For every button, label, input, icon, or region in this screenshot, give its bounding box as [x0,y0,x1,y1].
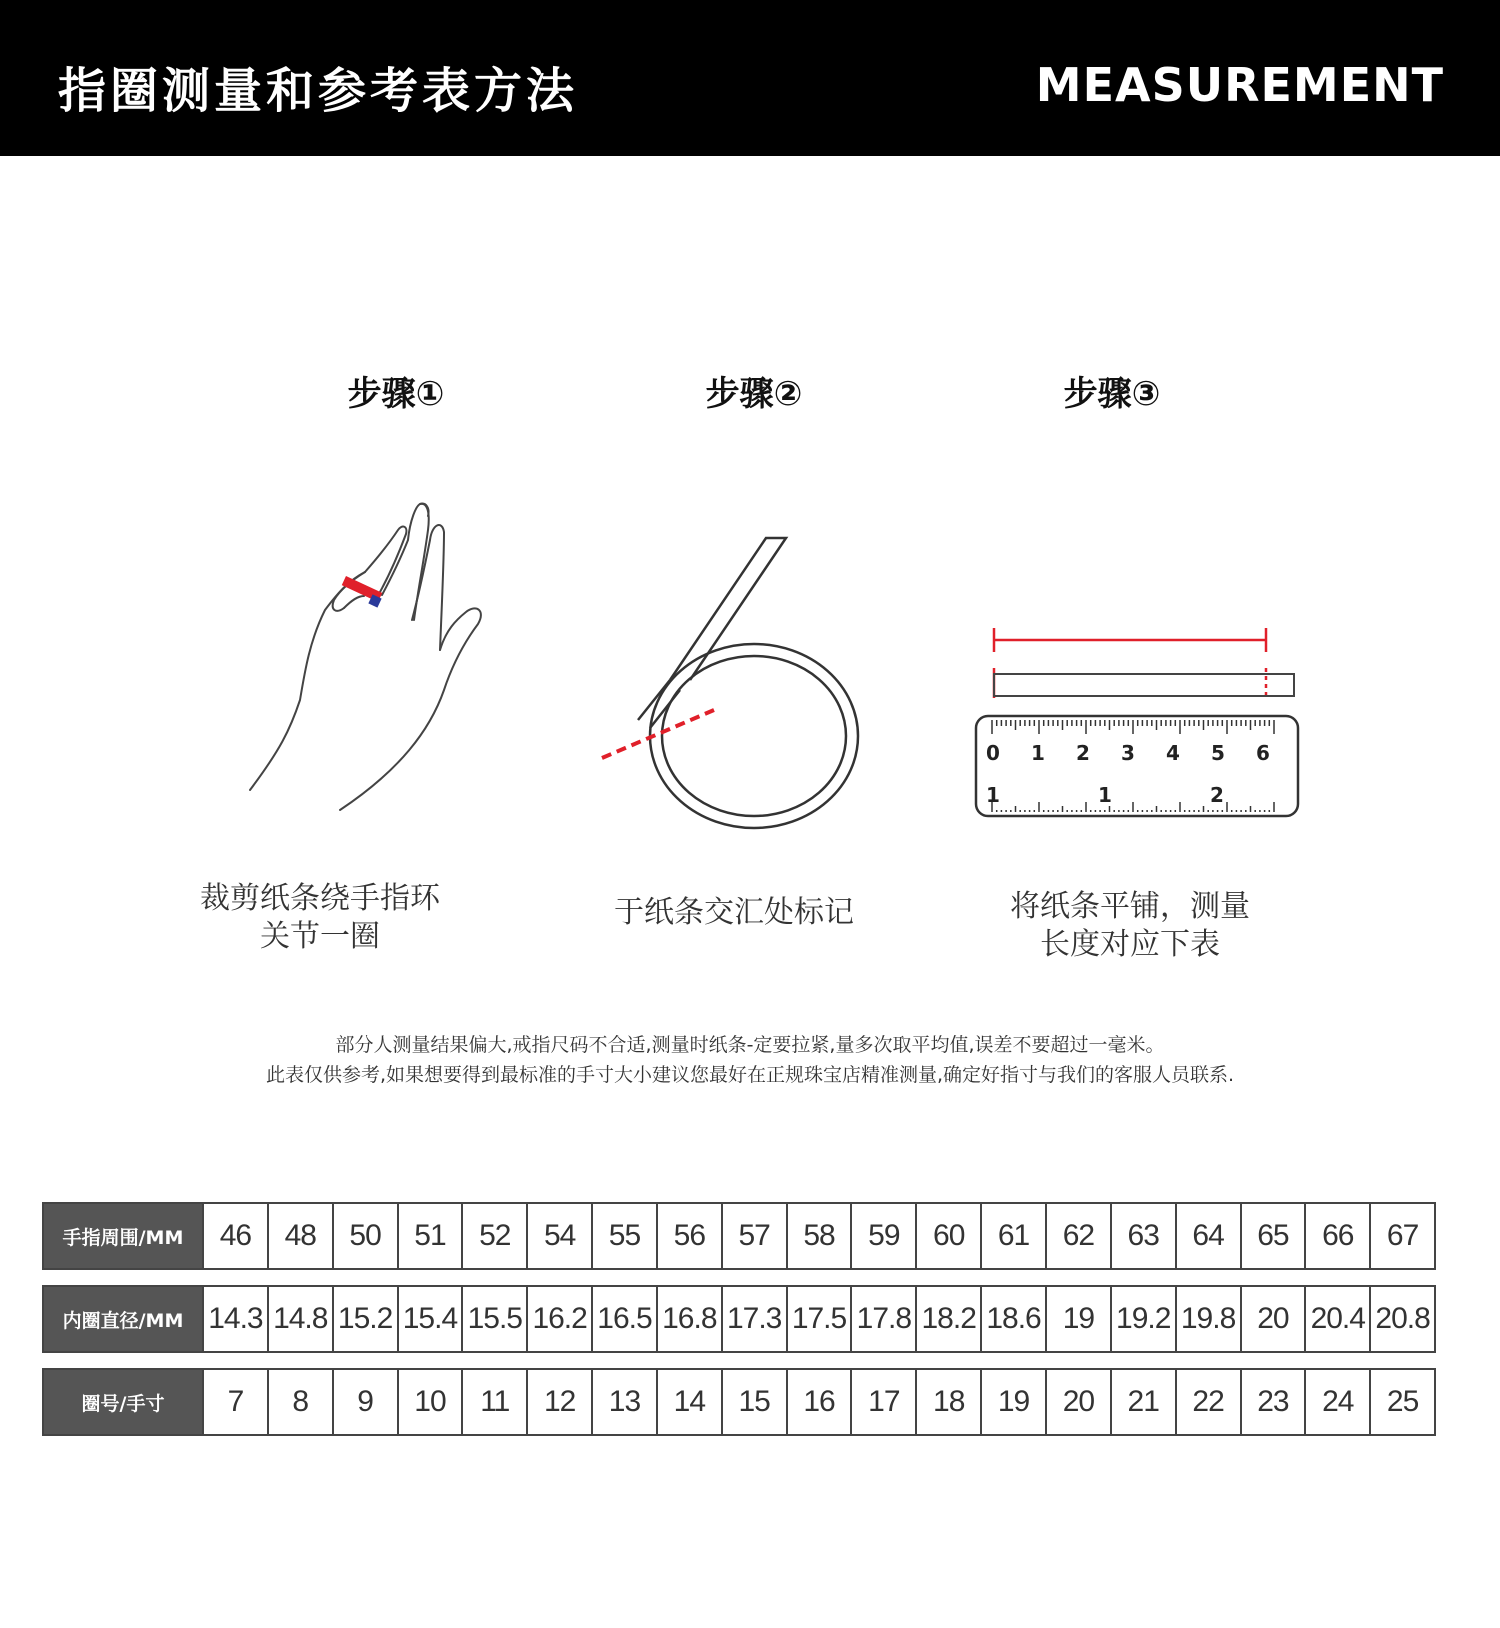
step-3-caption [950,888,1310,964]
step-1-caption [140,880,500,956]
table-cell: 12 [526,1370,591,1434]
page-subtitle: MEASUREMENT [1035,58,1444,112]
ruler-inch-label: 2 [1210,783,1224,807]
step-2-title: 步骤② [705,374,803,414]
step-2-caption-line-1: 于纸条交汇处标记 [614,895,854,930]
note-line-2: 此表仅供参考,如果想要得到最标准的手寸大小建议您最好在正规珠宝店精准测量,确定好指寸与我们的客服人员联系. [265,1064,1235,1086]
loop-mark-illustration [590,530,880,840]
table-cell: 19 [980,1370,1045,1434]
table-cell: 51 [397,1204,462,1268]
row-label: 手指周围/MM [44,1204,202,1268]
ruler-mm-label: 2 [1076,741,1090,765]
table-cell: 67 [1369,1204,1434,1268]
table-cell: 59 [850,1204,915,1268]
ruler-mm-label: 0 [986,741,1000,765]
step-3-caption-line-1: 将纸条平铺，测量 [1010,889,1250,924]
step-1-caption-line-2: 关节一圈 [260,919,380,954]
table-cell: 17.8 [850,1287,915,1351]
ruler-mm-label: 5 [1211,741,1225,765]
size-row-size-number [42,1368,1436,1436]
table-cell: 66 [1304,1204,1369,1268]
table-cell: 17 [850,1370,915,1434]
table-cell: 18 [915,1370,980,1434]
ruler-inch-label: 1 [1098,783,1112,807]
ruler-mm-label: 1 [1031,741,1045,765]
row-label: 圈号/手寸 [44,1370,202,1434]
table-cell: 63 [1110,1204,1175,1268]
table-cell: 15 [721,1370,786,1434]
step-1-title: 步骤① [347,374,445,414]
table-cell: 7 [202,1370,267,1434]
table-cell: 56 [656,1204,721,1268]
table-cell: 11 [461,1370,526,1434]
page-title: 指圈测量和参考表方法 [58,63,579,119]
table-cell: 20.8 [1369,1287,1434,1351]
table-cell: 20 [1240,1287,1305,1351]
ruler-illustration [972,620,1302,840]
table-cell: 14 [656,1370,721,1434]
table-cell: 19.8 [1175,1287,1240,1351]
table-cell: 18.2 [915,1287,980,1351]
step-2-caption [554,894,914,932]
table-cell: 52 [461,1204,526,1268]
table-cell: 22 [1175,1370,1240,1434]
table-cell: 55 [591,1204,656,1268]
size-row-circumference [42,1202,1436,1270]
table-cell: 20.4 [1304,1287,1369,1351]
table-cell: 17.3 [721,1287,786,1351]
table-cell: 15.4 [397,1287,462,1351]
note-line-1: 部分人测量结果偏大,戒指尺码不合适,测量时纸条-定要拉紧,量多次取平均值,误差不要超过一毫米。 [335,1034,1165,1056]
row-label: 内圈直径/MM [44,1287,202,1351]
table-cell: 25 [1369,1370,1434,1434]
hand-wrap-illustration [230,500,490,840]
table-cell: 15.2 [332,1287,397,1351]
table-cell: 50 [332,1204,397,1268]
table-cell: 9 [332,1370,397,1434]
step-3-title: 步骤③ [1063,374,1161,414]
ruler-mm-label: 6 [1256,741,1270,765]
table-cell: 16 [786,1370,851,1434]
size-row-diameter [42,1285,1436,1353]
table-cell: 64 [1175,1204,1240,1268]
ruler-mm-label: 4 [1166,741,1180,765]
table-cell: 57 [721,1204,786,1268]
table-cell: 58 [786,1204,851,1268]
table-cell: 14.3 [202,1287,267,1351]
table-cell: 61 [980,1204,1045,1268]
step-3-caption-line-2: 长度对应下表 [1040,927,1220,962]
table-cell: 18.6 [980,1287,1045,1351]
table-cell: 23 [1240,1370,1305,1434]
table-cell: 8 [267,1370,332,1434]
table-cell: 13 [591,1370,656,1434]
table-cell: 54 [526,1204,591,1268]
table-cell: 17.5 [786,1287,851,1351]
header-bar [0,0,1500,156]
table-cell: 60 [915,1204,980,1268]
table-cell: 14.8 [267,1287,332,1351]
table-cell: 16.2 [526,1287,591,1351]
table-cell: 20 [1045,1370,1110,1434]
ruler-inch-label: 1 [986,783,1000,807]
table-cell: 46 [202,1204,267,1268]
table-cell: 15.5 [461,1287,526,1351]
table-cell: 21 [1110,1370,1175,1434]
step-1-caption-line-1: 裁剪纸条绕手指环 [200,881,440,916]
table-cell: 65 [1240,1204,1305,1268]
ruler-mm-label: 3 [1121,741,1135,765]
table-cell: 10 [397,1370,462,1434]
table-cell: 62 [1045,1204,1110,1268]
table-cell: 48 [267,1204,332,1268]
table-cell: 16.8 [656,1287,721,1351]
table-cell: 19 [1045,1287,1110,1351]
table-cell: 16.5 [591,1287,656,1351]
table-cell: 24 [1304,1370,1369,1434]
table-cell: 19.2 [1110,1287,1175,1351]
